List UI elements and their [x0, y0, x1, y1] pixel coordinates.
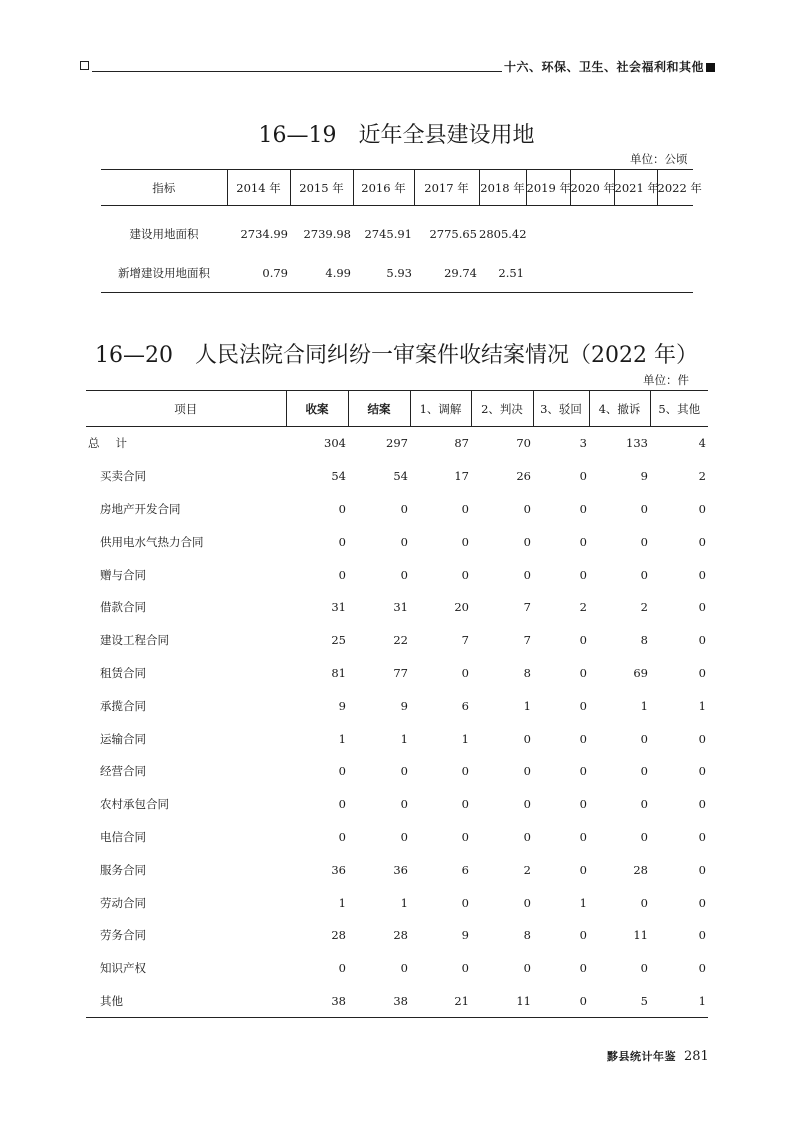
table2-col-header: 5、其他	[650, 391, 708, 427]
row-label: 承揽合同	[100, 698, 146, 713]
table2-title	[0, 338, 793, 369]
table-cell: 1	[640, 698, 648, 713]
table1-col-header: 2020 年	[570, 170, 614, 206]
table-cell: 0	[400, 567, 408, 582]
table-cell: 1	[400, 895, 408, 910]
table-cell: 0	[698, 633, 706, 648]
table-cell: 0	[523, 534, 531, 549]
table-row	[86, 624, 708, 657]
row-label: 服务合同	[100, 862, 146, 877]
table2-number: 16—20	[95, 343, 173, 368]
table2-header-row	[86, 391, 708, 427]
table-cell: 0	[698, 534, 706, 549]
table-cell: 0	[400, 501, 408, 516]
running-header	[504, 58, 715, 75]
table-cell: 8	[523, 928, 531, 943]
table-cell	[570, 253, 614, 293]
row-label: 农村承包合同	[100, 797, 169, 812]
table1-col-header: 2017 年	[414, 170, 479, 206]
table-cell: 0	[523, 501, 531, 516]
table-cell: 0	[640, 895, 648, 910]
black-square-icon	[706, 63, 715, 72]
table-cell: 0	[698, 862, 706, 877]
table-cell: 0	[461, 501, 469, 516]
table-cell: 0	[523, 567, 531, 582]
row-label: 新增建设用地面积	[101, 253, 227, 293]
table-cell: 2	[698, 469, 706, 484]
table-cell: 0	[338, 567, 346, 582]
table-cell: 0	[461, 764, 469, 779]
table-cell: 0	[338, 797, 346, 812]
table-cell: 20	[454, 600, 469, 615]
table-cell: 31	[393, 600, 408, 615]
table-cell: 0	[579, 764, 587, 779]
table2-unit: 单位：件	[643, 373, 689, 387]
table-cell: 0	[579, 731, 587, 746]
book-title: 黟县统计年鉴	[607, 1050, 676, 1063]
table-cell: 0	[698, 928, 706, 943]
row-label: 建设用地面积	[129, 226, 199, 241]
table-cell: 0	[698, 895, 706, 910]
table-cell: 0	[523, 895, 531, 910]
table-cell: 7	[523, 633, 531, 648]
table-cell: 5	[589, 985, 650, 1018]
table-cell: 0.79	[227, 253, 290, 293]
section-label: 十六、环保、卫生、社会福利和其他	[504, 60, 705, 74]
table-cell: 2734.99	[240, 226, 288, 241]
table1-col-header: 2022 年	[657, 170, 693, 206]
table-cell: 0	[400, 961, 408, 976]
table-row	[86, 985, 708, 1018]
table-cell: 28	[331, 928, 346, 943]
table-cell: 9	[400, 698, 408, 713]
table-cell: 0	[640, 829, 648, 844]
table-cell: 2.51	[479, 253, 526, 293]
table-cell: 0	[640, 501, 648, 516]
table-cell: 0	[338, 764, 346, 779]
table-cell: 36	[331, 862, 346, 877]
table-cell: 6	[461, 862, 469, 877]
table-cell: 9	[338, 698, 346, 713]
table-cell: 0	[698, 501, 706, 516]
table2-title-text: 人民法院合同纠纷一审案件收结案情况（2022 年）	[195, 343, 698, 368]
table-cell: 0	[698, 764, 706, 779]
table-row	[86, 689, 708, 722]
table-cell: 5.93	[353, 253, 414, 293]
table-cell: 0	[640, 567, 648, 582]
table-cell: 0	[698, 665, 706, 680]
table-cell: 54	[331, 469, 346, 484]
table-cell: 7	[523, 600, 531, 615]
table-cell: 0	[698, 961, 706, 976]
table-cell: 0	[579, 797, 587, 812]
table-row	[86, 460, 708, 493]
table-row	[86, 558, 708, 591]
table-cell: 0	[523, 961, 531, 976]
table-cell: 0	[579, 829, 587, 844]
row-label: 建设工程合同	[100, 633, 169, 648]
page-footer	[607, 1045, 709, 1064]
table-cell: 0	[461, 961, 469, 976]
table-cell: 0	[698, 600, 706, 615]
table-cell: 0	[338, 534, 346, 549]
row-label: 赠与合同	[100, 567, 146, 582]
table-cell: 9	[461, 928, 469, 943]
table-cell: 2	[579, 600, 587, 615]
table-cell: 9	[640, 469, 648, 484]
table-cell: 0	[338, 961, 346, 976]
table-row	[86, 722, 708, 755]
header-rule	[92, 71, 502, 72]
table-cell: 1	[338, 895, 346, 910]
table-cell: 0	[400, 534, 408, 549]
table-cell: 0	[698, 567, 706, 582]
table-cell: 0	[523, 764, 531, 779]
page-number: 281	[684, 1049, 709, 1064]
row-label: 经营合同	[100, 764, 146, 779]
table-cell: 17	[454, 469, 469, 484]
table-cell: 0	[338, 829, 346, 844]
table-cell	[614, 206, 657, 254]
table-row	[101, 206, 693, 254]
table-row	[86, 919, 708, 952]
table-cell: 4.99	[290, 253, 353, 293]
row-label: 总计	[88, 436, 143, 451]
table1-col-header: 2018 年	[479, 170, 526, 206]
table-cell	[614, 253, 657, 293]
table-cell: 1	[579, 895, 587, 910]
table-cell: 0	[698, 797, 706, 812]
table-cell	[657, 206, 693, 254]
table-row	[86, 657, 708, 690]
table-cell: 1	[338, 731, 346, 746]
table-cell: 22	[393, 633, 408, 648]
table-row	[86, 821, 708, 854]
table-cell: 0	[461, 534, 469, 549]
row-label: 借款合同	[100, 600, 146, 615]
table-cell: 0	[461, 829, 469, 844]
table-row	[86, 853, 708, 886]
table-cell: 0	[579, 862, 587, 877]
row-label: 劳动合同	[100, 895, 146, 910]
table-row	[86, 952, 708, 985]
table-cell: 0	[640, 534, 648, 549]
table-row	[86, 525, 708, 558]
table-cell: 2	[523, 862, 531, 877]
row-label: 劳务合同	[100, 928, 146, 943]
table-cell: 4	[698, 436, 706, 451]
table-cell: 0	[461, 567, 469, 582]
table-cell: 0	[338, 501, 346, 516]
table-cell: 1	[650, 985, 708, 1018]
table2-col-header: 4、撤诉	[589, 391, 650, 427]
table-cell: 26	[516, 469, 531, 484]
table1-col-header: 2014 年	[227, 170, 290, 206]
table-cell: 0	[698, 829, 706, 844]
row-label: 租赁合同	[100, 665, 146, 680]
table-cell: 29.74	[414, 253, 479, 293]
table-cell: 0	[579, 567, 587, 582]
table-cell: 0	[640, 961, 648, 976]
table-cell: 0	[698, 731, 706, 746]
table-cell: 6	[461, 698, 469, 713]
table-cell: 0	[579, 928, 587, 943]
table-cell: 28	[633, 862, 648, 877]
row-label: 电信合同	[100, 829, 146, 844]
table-cell: 0	[579, 961, 587, 976]
table-cell: 11	[633, 928, 648, 943]
table-cell	[526, 206, 570, 254]
table-cell: 87	[454, 436, 469, 451]
table-cell: 81	[331, 665, 346, 680]
table1-title-text: 近年全县建设用地	[358, 123, 535, 148]
row-label: 买卖合同	[100, 469, 146, 484]
table-cell	[570, 206, 614, 254]
row-label: 供用电水气热力合同	[100, 534, 204, 549]
table-cell: 38	[348, 985, 410, 1018]
table-cell	[657, 253, 693, 293]
table-cell: 38	[286, 985, 348, 1018]
table-row	[86, 755, 708, 788]
table-row	[86, 886, 708, 919]
table-cell: 25	[331, 633, 346, 648]
table-cell: 0	[461, 797, 469, 812]
table2-col-header: 结案	[348, 391, 410, 427]
table-cell: 70	[516, 436, 531, 451]
table-cell: 11	[471, 985, 533, 1018]
table-cell: 297	[386, 436, 408, 451]
table-cell: 2805.42	[479, 226, 527, 241]
table-row	[86, 788, 708, 821]
table-cell: 54	[393, 469, 408, 484]
table-cell: 0	[640, 797, 648, 812]
row-label: 房地产开发合同	[100, 501, 181, 516]
table-row	[86, 427, 708, 460]
table1-number: 16—19	[258, 123, 337, 148]
table1-col-header: 指标	[101, 170, 227, 206]
table-cell: 0	[579, 501, 587, 516]
table-cell: 3	[579, 436, 587, 451]
table1-title	[0, 118, 793, 149]
table-cell: 1	[698, 698, 706, 713]
table-cell: 2	[640, 600, 648, 615]
table-cell: 8	[640, 633, 648, 648]
table1-col-header: 2019 年	[526, 170, 570, 206]
table-row	[101, 253, 693, 293]
table-cell: 0	[400, 797, 408, 812]
table-cell: 0	[579, 469, 587, 484]
table-cell: 0	[579, 698, 587, 713]
table2	[86, 390, 708, 1018]
row-label: 运输合同	[100, 731, 146, 746]
table-cell: 1	[461, 731, 469, 746]
table-row	[86, 493, 708, 526]
table-cell: 2745.91	[364, 226, 412, 241]
table-cell: 0	[400, 829, 408, 844]
table-cell: 28	[393, 928, 408, 943]
table1-header-row	[101, 170, 693, 206]
table-cell: 0	[523, 731, 531, 746]
table-cell: 133	[626, 436, 648, 451]
table-cell: 0	[579, 633, 587, 648]
table-cell: 0	[640, 731, 648, 746]
table-cell: 0	[523, 797, 531, 812]
table-cell: 8	[523, 665, 531, 680]
table-cell: 36	[393, 862, 408, 877]
table2-col-header: 3、驳回	[533, 391, 589, 427]
table-cell: 304	[324, 436, 346, 451]
table1-unit: 单位：公顷	[630, 152, 688, 166]
table-cell: 2775.65	[429, 226, 477, 241]
table-cell: 0	[533, 985, 589, 1018]
table-cell: 0	[523, 829, 531, 844]
table-cell: 7	[461, 633, 469, 648]
table-cell: 69	[633, 665, 648, 680]
row-label: 其他	[86, 985, 286, 1018]
table-cell: 0	[461, 895, 469, 910]
table-cell: 0	[640, 764, 648, 779]
table-cell: 31	[331, 600, 346, 615]
table-cell: 21	[410, 985, 471, 1018]
table-cell: 0	[579, 665, 587, 680]
row-label: 知识产权	[100, 961, 146, 976]
table-cell: 77	[393, 665, 408, 680]
table1-col-header: 2016 年	[353, 170, 414, 206]
table1	[101, 169, 702, 293]
table-cell: 2739.98	[303, 226, 351, 241]
table2-col-header: 项目	[86, 391, 286, 427]
table-cell	[526, 253, 570, 293]
table-cell: 1	[400, 731, 408, 746]
table1-col-header: 2015 年	[290, 170, 353, 206]
table2-col-header: 收案	[286, 391, 348, 427]
table-cell: 0	[461, 665, 469, 680]
table2-col-header: 1、调解	[410, 391, 471, 427]
table-cell: 0	[579, 534, 587, 549]
table-cell: 0	[400, 764, 408, 779]
table-row	[86, 591, 708, 624]
header-box-marker	[80, 61, 89, 70]
table-cell: 1	[523, 698, 531, 713]
table2-col-header: 2、判决	[471, 391, 533, 427]
table1-col-header: 2021 年	[614, 170, 657, 206]
